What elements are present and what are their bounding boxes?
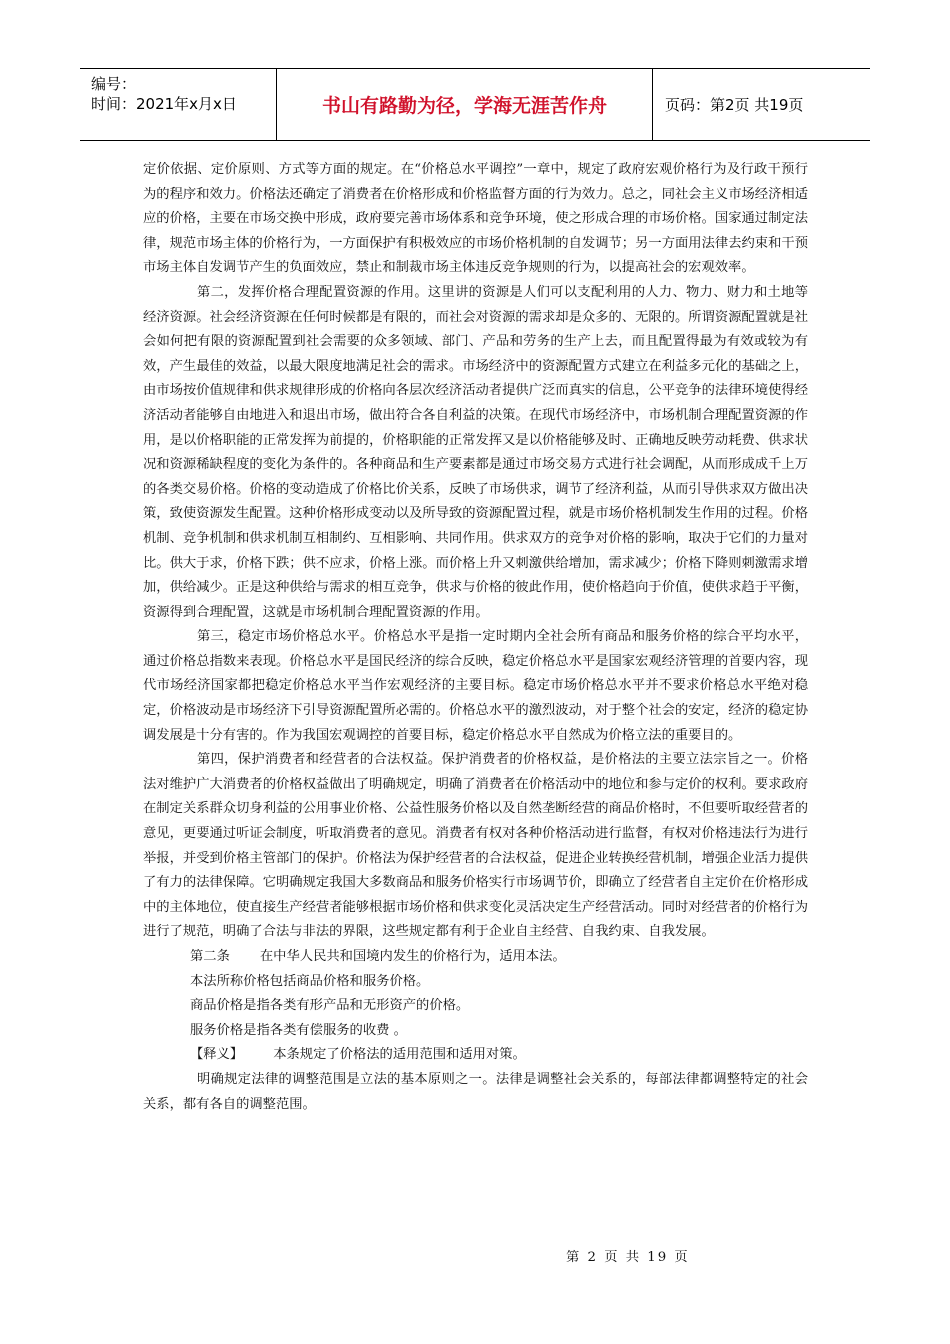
page-footer: 第 2 页 共 19 页	[566, 1250, 690, 1265]
paragraph-3: 第三，稳定市场价格总水平。价格总水平是指一定时期内全社会所有商品和服务价格的综合平均水平，通过价格总指数来表现。价格总水平是国民经济的综合反映，稳定价格总水平是国家宏观经济管理的首要内容，现代市场经济国家都把稳定价格总水平当作宏观经济的主要目标。稳定市场价格总水平并不要求价格总水平绝对稳定，价格波动是市场经济下引导资源配置所必需的。价格总水平的激烈波动，对于整个社会的安定，经济的稳定协调发展是十分有害的。作为我国宏观调控的首要目标，稳定价格总水平自然成为价格立法的重要目的。	[143, 629, 808, 743]
interpretation-text: 本条规定了价格法的适用范围和适用对策。	[273, 1047, 526, 1063]
page-header	[80, 68, 870, 141]
article-line-2: 本法所称价格包括商品价格和服务价格。	[190, 973, 430, 989]
document-body	[143, 158, 808, 1117]
article-label: 第二条	[190, 949, 230, 964]
header-page-info: 页码：第2页 共19页	[665, 96, 804, 114]
header-motto: 书山有路勤为径，学海无涯苦作舟	[277, 69, 653, 140]
article-line-3: 商品价格是指各类有形产品和无形资产的价格。	[190, 998, 470, 1014]
article-line-4: 服务价格是指各类有偿服务的收费 。	[190, 1022, 407, 1038]
interpretation-line	[143, 1043, 808, 1068]
document-number-label: 编号：	[91, 75, 137, 93]
document-date: 时间：2021年x月x日	[91, 95, 237, 113]
interpretation-label: 【释义】	[190, 1047, 244, 1063]
header-meta	[80, 69, 277, 140]
paragraph-2: 第二，发挥价格合理配置资源的作用。这里讲的资源是人们可以支配利用的人力、物力、财力和土地等经济资源。社会经济资源在任何时候都是有限的，而社会对资源的需求却是众多的、无限的。所谓资源配置就是社会如何把有限的资源配置到社会需要的众多领域、部门、产品和劳务的生产上去，而且配置得最为有效或较为有效，产生最佳的效益，以最大限度地满足社会的需求。市场经济中的资源配置方式建立在利益多元化的基础之上，由市场按价值规律和供求规律形成的价格向各层次经济活动者提供广泛而真实的信息，公平竞争的法律环境使得经济活动者能够自由地进入和退出市场，做出符合各自利益的决策。在现代市场经济中，市场机制合理配置资源的作用，是以价格职能的正常发挥为前提的，价格职能的正常发挥又是以价格能够及时、正确地反映劳动耗费、供求状况和资源稀缺程度的变化为条件的。各种商品和生产要素都是通过市场交易方式进行社会调配，从而形成成千上万的各类交易价格。价格的变动造成了价格比价关系，反映了市场供求，调节了经济利益，从而引导供求双方做出决策，致使资源发生配置。这种价格形成变动以及所导致的资源配置过程，就是市场价格机制发生作用的过程。价格机制、竞争机制和供求机制互相制约、互相影响、共同作用。供求双方的竞争对价格的影响，取决于它们的力量对比。供大于求，价格下跌；供不应求，价格上涨。而价格上升又刺激供给增加，需求减少；价格下降则刺激需求增加，供给减少。正是这种供给与需求的相互竞争，供求与价格的彼此作用，使价格趋向于价值，使供求趋于平衡，资源得到合理配置，这就是市场机制合理配置资源的作用。	[143, 284, 808, 620]
paragraph-last: 明确规定法律的调整范围是立法的基本原则之一。法律是调整社会关系的，每部法律都调整特定的社会关系，都有各自的调整范围。	[143, 1071, 808, 1112]
paragraph-1: 定价依据、定价原则、方式等方面的规定。在“价格总水平调控”一章中，规定了政府宏观价格行为及行政干预行为的程序和效力。价格法还确定了消费者在价格形成和价格监督方面的行为效力。总之，同社会主义市场经济相适应的价格，主要在市场交换中形成，政府要完善市场体系和竞争环境，使之形成合理的市场价格。国家通过制定法律，规范市场主体的价格行为，一方面保护有积极效应的市场价格机制的自发调节；另一方面用法律去约束和干预市场主体自发调节产生的负面效应，禁止和制裁市场主体违反竞争规则的行为，以提高社会的宏观效率。	[143, 162, 808, 276]
article-heading-line	[143, 945, 808, 970]
paragraph-4: 第四，保护消费者和经营者的合法权益。保护消费者的价格权益，是价格法的主要立法宗旨之一。价格法对维护广大消费者的价格权益做出了明确规定，明确了消费者在价格活动中的地位和参与定价的权利。要求政府在制定关系群众切身利益的公用事业价格、公益性服务价格以及自然垄断经营的商品价格时，不但要听取经营者的意见，更要通过听证会制度，听取消费者的意见。消费者有权对各种价格活动进行监督，有权对价格违法行为进行举报，并受到价格主管部门的保护。价格法为保护经营者的合法权益，促进企业转换经营机制，增强企业活力提供了有力的法律保障。它明确规定我国大多数商品和服务价格实行市场调节价，即确立了经营者自主定价在价格形成中的主体地位，使直接生产经营者能够根据市场价格和供求变化灵活决定生产经营活动。同时对经营者的价格行为进行了规范，明确了合法与非法的界限，这些规定都有利于企业自主经营、自我约束、自我发展。	[143, 752, 808, 940]
article-text: 在中华人民共和国境内发生的价格行为，适用本法。	[259, 949, 566, 964]
